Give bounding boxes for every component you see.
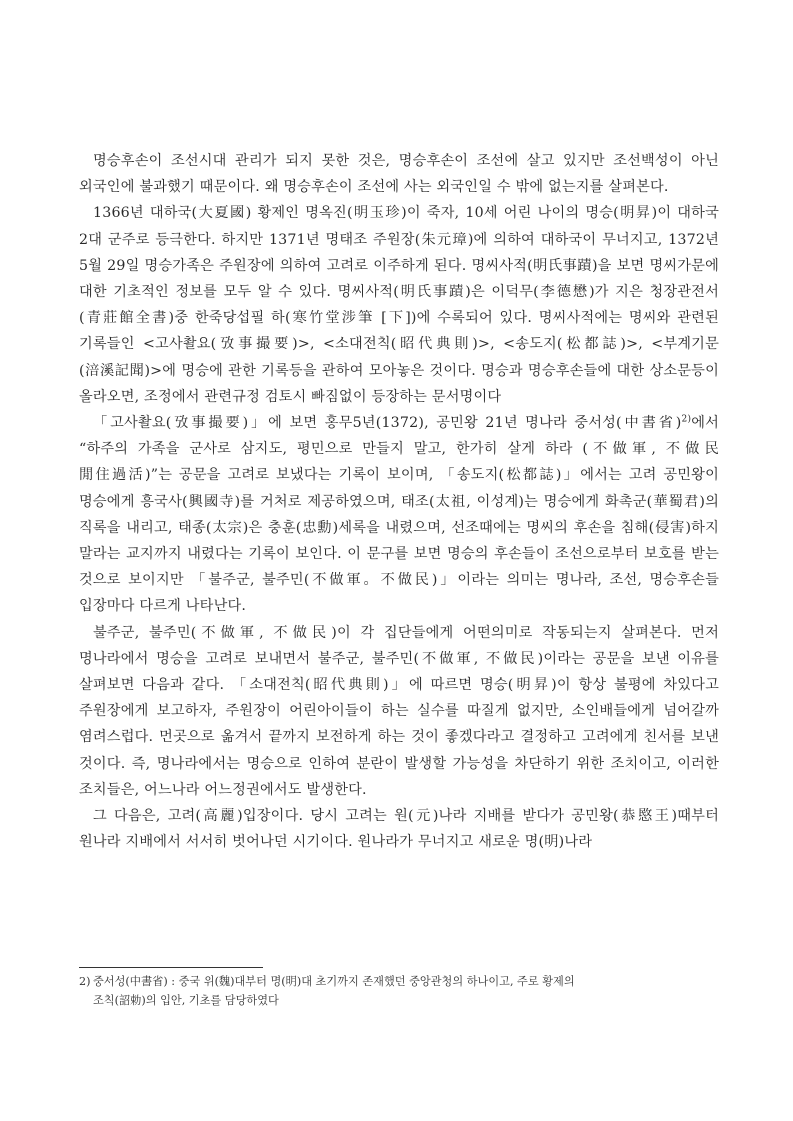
paragraph-1: 명승후손이 조선시대 관리가 되지 못한 것은, 명승후손이 조선에 살고 있지만 조선백성이 아닌 외국인에 불과했기 때문이다. 왜 명승후손이 조선에 사는 외국인일 수 밖에 없는지를 살펴본다. [79,153,719,196]
footnote-divider [79,967,263,968]
paragraph-2: 1366년 대하국(大夏國) 황제인 명옥진(明玉珍)이 죽자, 10세 어린 나이의 명승(明昇)이 대하국 2대 군주로 등극한다. 하지만 1371년 명태조 주원장(朱元璋)에 의하여 대하국이 무너지고, 1372년 5월 29일 명승가족은 주원장에 의하여 고려로 이주하게 된다. 명씨사적(明氏事蹟)을 보면 명씨가문에 대한 기초적인 정보를 모두 알 수 있다. 명씨사적(明氏事蹟)은 이덕무(李德懋)가 지은 청장관전서(青莊館全書)중 한죽당섭필 하(寒竹堂涉筆 [下])에 수록되어 있다. 명씨사적에는 명씨와 관련된 기록들인 <고사촬요(攷事撮要)>, <소대전칙(昭代典則)>, <송도지(松都誌)>, <부계기문(涪溪記聞)>에 명승에 관한 기록등을 관하여 모아놓은 것이다. 명승과 명승후손들에 대한 상소문등이 올라오면, 조정에서 관련규정 검토시 빠짐없이 등장하는 문서명이다 [79,205,719,405]
paragraph-5: 그 다음은, 고려(高麗)입장이다. 당시 고려는 원(元)나라 지배를 받다가 공민왕(恭愍王)때부터 원나라 지배에서 서서히 벗어나던 시기이다. 원나라가 무너지고 새로운 명(明)나라 [79,808,719,851]
footnote-line-1: 중서성(中書省) : 중국 위(魏)대부터 명(明)대 초기까지 존재했던 중앙관청의 하나이고, 주로 황제의 [93,975,575,988]
footnote-line-2: 조칙(詔勅)의 입안, 기초를 담당하였다 [93,994,279,1007]
paragraph-4: 불주군, 불주민(不做軍, 不做民)이 각 집단들에게 어떤의미로 작동되는지 살펴본다. 먼저 명나라에서 명승을 고려로 보내면서 불주군, 불주민(不做軍, 不做民)이라는 공문을 보낸 이유를 살펴보면 다음과 같다. 「소대전칙(昭代典則)」에 따르면 명승(明昇)이 항상 불평에 차있다고 주원장에게 보고하자, 주원장이 어린아이들이 하는 실수를 따질게 없지만, 소인배들에게 넘어갈까 염려스럽다. 먼곳으로 옮겨서 끝까지 보전하게 하는 것이 좋겠다라고 결정하고 고려에게 친서를 보낸 것이다. 즉, 명나라에서는 명승으로 인하여 분란이 발생할 가능성을 차단하기 위한 조치이고, 이러한 조치들은, 어느나라 어느정권에서도 발생한다. [79,624,719,798]
paragraph-3 [79,410,719,620]
body-text [79,148,719,855]
paragraph-3-rest: 에서 “하주의 가족을 군사로 삼지도, 평민으로 만들지 말고, 한가히 살게 하라 (不做軍, 不做民 閒住過活)”는 공문을 고려로 보냈다는 기록이 보이며, 「송도지(松都誌)」에서는 고려 공민왕이 명승에게 흥국사(興國寺)를 거처로 제공하였으며, 태조(太祖, 이성계)는 명승에게 화촉군(華蜀君)의 직록을 내리고, 태종(太宗)은 충훈(忠勳)세록을 내렸으며, 선조때에는 명씨의 후손을 침해(侵害)하지 말라는 교지까지 내렸다는 기록이 보인다. 이 문구를 보면 명승의 후손들이 조선으로부터 보호를 받는 것으로 보이지만 「불주군, 불주민(不做軍。不做民)」이라는 의미는 명나라, 조선, 명승후손들 입장마다 다르게 나타난다. [79,415,719,615]
paragraph-3-start: 「고사촬요(攷事撮要)」에 보면 홍무5년(1372), 공민왕 21년 명나라 중서성(中書省) [93,415,682,432]
footnote-reference[interactable]: 2) [681,414,692,425]
footnote [79,972,719,1010]
footnote-number: 2) [79,975,91,988]
